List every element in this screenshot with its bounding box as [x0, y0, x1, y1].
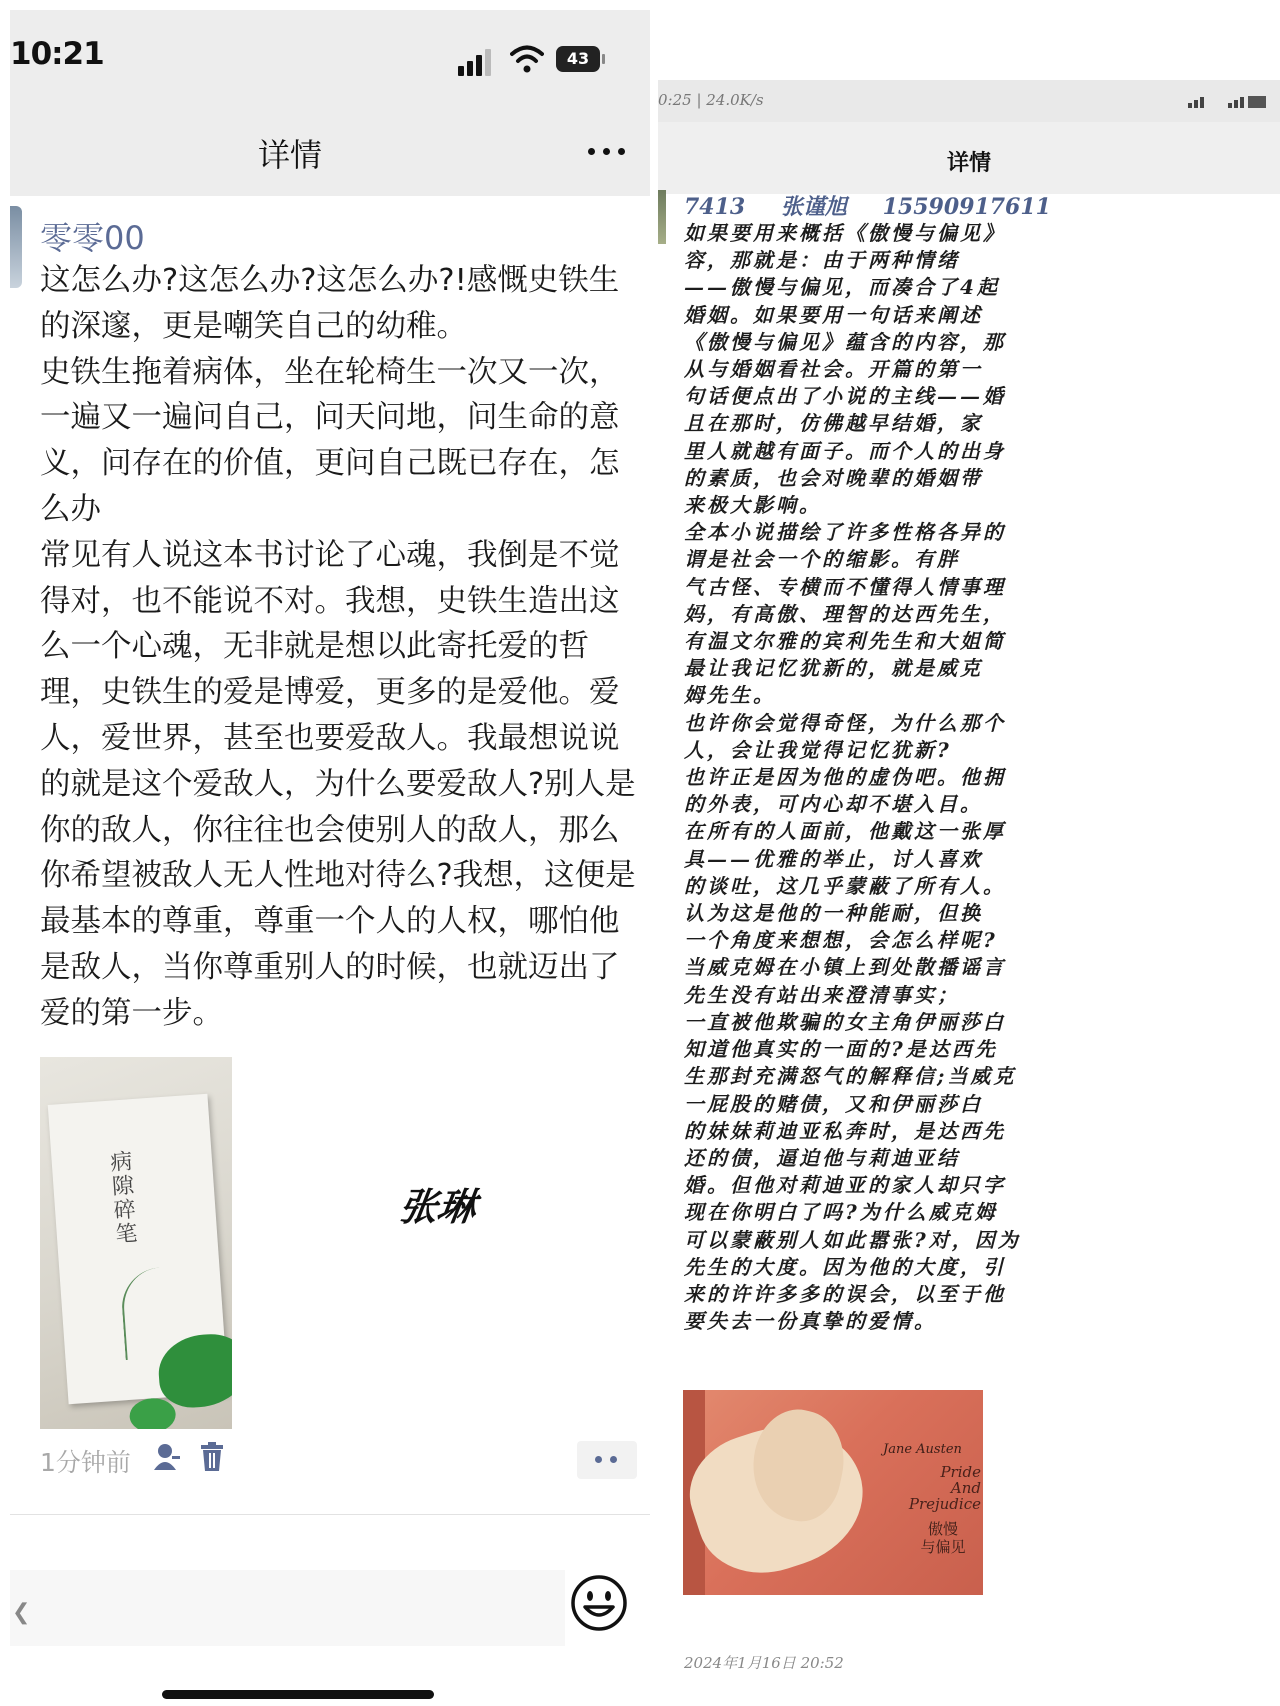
post-line: 一个角度来想想，会怎么样呢?	[684, 928, 998, 953]
book-title: 病隙碎笔	[106, 1149, 138, 1247]
post-paragraph: 史铁生拖着病体，坐在轮椅生一次又一次，一遍又一遍问自己，问天问地，问生命的意义，问存在的价值，更问自己既已存在，怎么办	[40, 354, 620, 527]
post-line: 生那封充满怒气的解释信;当威克	[684, 1064, 1017, 1089]
author-name[interactable]: 零零00	[40, 219, 145, 257]
signal-icon	[1188, 96, 1274, 108]
nav-bar	[10, 108, 650, 196]
post-line: 也许你会觉得奇怪，为什么那个	[684, 710, 1006, 735]
post-line: 妈，有高傲、理智的达西先生，	[684, 601, 1006, 626]
post-id: 7413	[684, 194, 746, 220]
right-screenshot	[658, 80, 1280, 1706]
cover-author: Jane Austen	[883, 1442, 962, 1457]
avatar[interactable]	[10, 206, 22, 288]
status-time: 10:21	[10, 36, 104, 72]
post-line: 来极大影响。	[684, 493, 822, 518]
post-line: 从与婚姻看社会。开篇的第一	[684, 357, 983, 382]
post-paragraph: 这怎么办?这怎么办?这怎么办?!感慨史铁生的深邃，更是嘲笑自己的幼稚。	[40, 263, 620, 344]
status-bar	[658, 80, 1280, 122]
emoji-icon[interactable]	[570, 1574, 628, 1632]
post-time: 1分钟前	[40, 1448, 131, 1477]
post-photo[interactable]	[40, 1057, 232, 1429]
post-line: 《傲慢与偏见》蕴含的内容，那	[684, 329, 1006, 354]
post-date: 2024年1月16日 20:52	[684, 1654, 844, 1672]
post-line: 的谈吐，这几乎蒙蔽了所有人。	[684, 873, 1006, 898]
page-title: 详情	[946, 150, 991, 176]
post-line: 来的许许多多的误会，以至于他	[684, 1281, 1006, 1306]
book-cover-image[interactable]	[683, 1390, 983, 1595]
post-line: 先生的大度。因为他的大度，引	[684, 1254, 1006, 1279]
post-line: 的素质，也会对晚辈的婚姻带	[684, 465, 983, 490]
post-line: 认为这是他的一种能耐，但换	[684, 901, 983, 926]
avatar[interactable]	[658, 190, 666, 244]
status-bar	[10, 10, 650, 108]
comment-icon[interactable]	[577, 1441, 637, 1479]
post-line: 一屁股的赌债，又和伊丽莎白	[684, 1091, 983, 1116]
post-line: 也许正是因为他的虚伪吧。他拥	[684, 765, 1006, 790]
post-line: 气古怪、专横而不懂得人情事理	[684, 574, 1006, 599]
post-line: 还的债，逼迫他与莉迪亚结	[684, 1145, 960, 1170]
comment-input[interactable]	[10, 1570, 565, 1646]
author-name[interactable]: 张谨旭	[780, 194, 847, 220]
nav-bar	[658, 122, 1280, 194]
post-text	[40, 258, 642, 1037]
post-line: 人，会让我觉得记忆犹新?	[684, 737, 952, 762]
post-line: 姆先生。	[684, 683, 776, 708]
post-line: 容，那就是：由于两种情绪	[684, 248, 960, 273]
signature: 张琳	[396, 1184, 479, 1229]
post-paragraph: 常见有人说这本书讨论了心魂，我倒是不觉得对，也不能说不对。我想，史铁生造出这么一个心魂，无非就是想以此寄托爱的哲理，史铁生的爱是博爱，更多的是爱他。爱人，爱世界，甚至也要爱敌人。我最想说说的就是这个爱敌人，为什么要爱敌人?别人是你的敌人，你往往也会使别人的敌人，那么你希望被敌人无人性地对待么?我想，这便是最基本的尊重，尊重一个人的人权，哪怕他是敌人，当你尊重别人的时候，也就迈出了爱的第一步。	[40, 537, 636, 1031]
author-phone: 15590917611	[882, 194, 1051, 220]
post-line: 知道他真实的一面的?是达西先	[684, 1037, 998, 1062]
post-line: 婚姻。如果要用一句话来阐述	[684, 302, 983, 327]
post-line: 有温文尔雅的宾利先生和大姐简	[684, 629, 1006, 654]
post-line: 一直被他欺骗的女主角伊丽莎白	[684, 1009, 1006, 1034]
post-line: 的外表，可内心却不堪入目。	[684, 792, 983, 817]
post-line: ——傲慢与偏见，而凑合了4起	[684, 275, 1000, 300]
post-line: 当威克姆在小镇上到处散播谣言	[684, 955, 1006, 980]
post-header	[684, 190, 1079, 221]
trash-icon[interactable]	[200, 1442, 224, 1472]
post-line: 里人就越有面子。而个人的出身	[684, 438, 1006, 463]
divider	[10, 1514, 650, 1515]
post-line: 婚。但他对莉迪亚的家人却只字	[684, 1173, 1006, 1198]
post-line: 的妹妹莉迪亚私奔时，是达西先	[684, 1118, 1006, 1143]
left-screenshot	[10, 10, 650, 1706]
post-line: 且在那时，仿佛越早结婚，家	[684, 411, 983, 436]
post-text	[684, 220, 1280, 1335]
post-line: 如果要用来概括《傲慢与偏见》	[684, 221, 1006, 245]
post-line: 句话便点出了小说的主线——婚	[684, 384, 1006, 409]
cover-title-cn: 傲慢 与偏见	[920, 1520, 966, 1556]
person-icon[interactable]	[154, 1442, 180, 1472]
post-line: 可以蒙蔽别人如此嚣张?对，因为	[684, 1227, 1021, 1252]
wifi-icon	[510, 44, 544, 74]
book-image	[48, 1094, 229, 1404]
more-icon[interactable]	[588, 148, 626, 158]
post-line: 先生没有站出来澄清事实；	[684, 982, 960, 1007]
post-line: 具——优雅的举止，讨人喜欢	[684, 846, 983, 871]
home-indicator[interactable]	[162, 1690, 434, 1699]
post-line: 现在你明白了吗?为什么威克姆	[684, 1200, 998, 1225]
status-text: 0:25 | 24.0K/s	[658, 91, 764, 109]
input-caret-icon: ❮	[12, 1600, 31, 1625]
post-line: 全本小说描绘了许多性格各异的	[684, 520, 1006, 545]
page-title: 详情	[257, 136, 322, 174]
signal-icon	[458, 48, 494, 76]
battery-icon: 43	[556, 46, 600, 72]
post-line: 在所有的人面前，他戴这一张厚	[684, 819, 1006, 844]
post-line: 谓是社会一个的缩影。有胖	[684, 547, 960, 572]
post-line: 最让我记忆犹新的，就是威克	[684, 656, 983, 681]
cover-title-en: Pride And Prejudice	[908, 1463, 981, 1513]
post-line: 要失去一份真挚的爱情。	[684, 1309, 937, 1334]
